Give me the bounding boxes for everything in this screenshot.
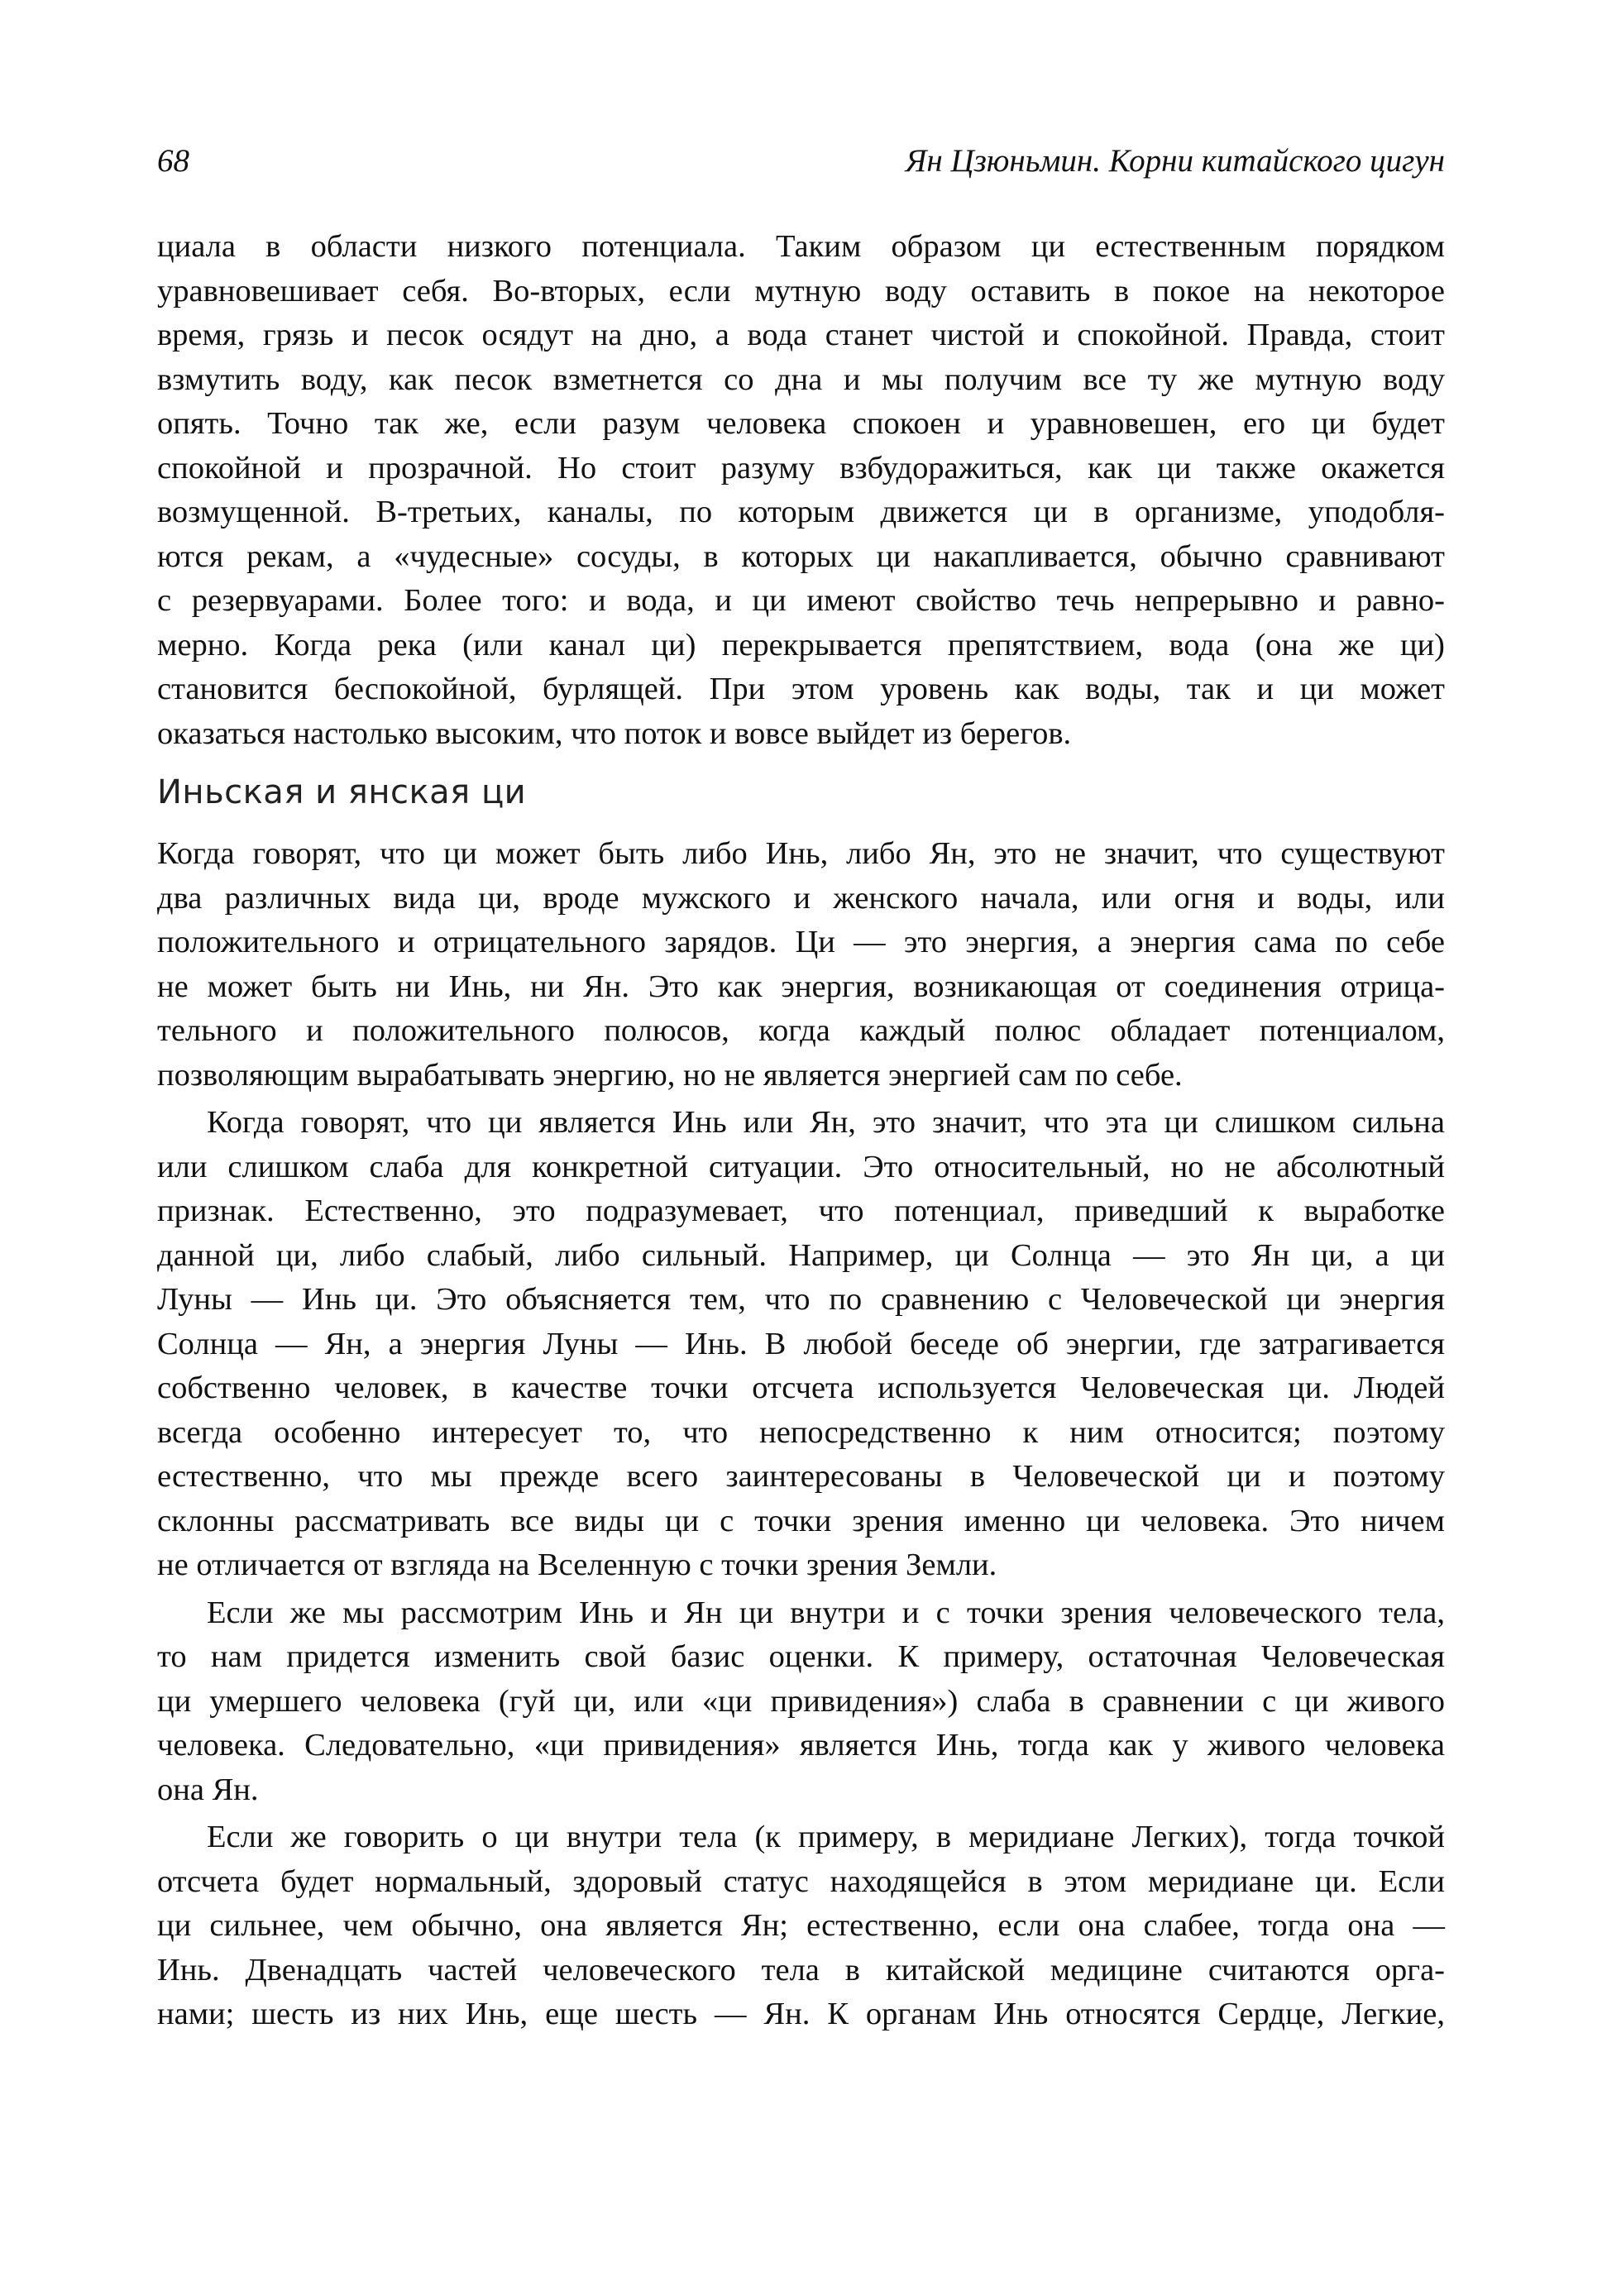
text-line: спокойной и прозрачной. Но стоит разуму взбудоражиться, как ци также окажется xyxy=(157,450,1445,486)
text-line: то нам придется изменить свой базис оценки. К примеру, остаточная Человеческая xyxy=(157,1639,1445,1674)
text-line: Луны — Инь ци. Это объясняется тем, что по сравнению с Человеческой ци энергия xyxy=(157,1282,1445,1317)
text-line: ци умершего человека (гуй ци, или «ци привидения») слаба в сравнении с ци живого xyxy=(157,1683,1445,1719)
text-line: отсчета будет нормальный, здоровый статус находящейся в этом меридиане ци. Если xyxy=(157,1863,1445,1899)
text-line: ци сильнее, чем обычно, она является Ян; естественно, если она слабее, тогда она — xyxy=(157,1908,1445,1943)
text-line: склонны рассматривать все виды ци с точки зрения именно ци человека. Это ничем xyxy=(157,1503,1445,1538)
text-line: человека. Следовательно, «ци привидения» является Инь, тогда как у живого человека xyxy=(157,1728,1445,1763)
text-line: Если же мы рассмотрим Инь и Ян ци внутри и с точки зрения человеческого тела, xyxy=(207,1595,1445,1630)
text-line: признак. Естественно, это подразумевает, что потенциал, приведший к выработке xyxy=(157,1193,1445,1228)
text-line: оказаться настолько высоким, что поток и вовсе выйдет из берегов. xyxy=(157,715,1072,751)
text-line: циала в области низкого потенциала. Таким образом ци естественным порядком xyxy=(157,229,1445,264)
text-line: с резервуарами. Более того: и вода, и ци имеют свойство течь непрерывно и равно- xyxy=(157,583,1445,618)
text-line: нами; шесть из них Инь, еще шесть — Ян. К органам Инь относятся Сердце, Легкие, xyxy=(157,1997,1445,2031)
paragraph-5 xyxy=(157,1815,1445,2037)
paragraph-3 xyxy=(157,1101,1445,1588)
text-line: позволяющим вырабатывать энергию, но не является энергией сам по себе. xyxy=(157,1057,1183,1093)
text-line: Когда говорят, что ци может быть либо Инь, либо Ян, это не значит, что существуют xyxy=(157,836,1445,871)
text-line: уравновешивает себя. Во-вторых, если мутную воду оставить в покое на некоторое xyxy=(157,273,1445,309)
text-line: Инь. Двенадцать частей человеческого тела в китайской медицине считаются орга- xyxy=(157,1952,1445,1987)
running-title: Ян Цзюньмин. Корни китайского цигун xyxy=(905,143,1445,179)
text-line: два различных вида ци, вроде мужского и женского начала, или огня и воды, или xyxy=(157,880,1445,916)
text-line: опять. Точно так же, если разум человека спокоен и уравновешен, его ци будет xyxy=(157,406,1445,441)
text-line: время, грязь и песок осядут на дно, а вода станет чистой и спокойной. Правда, стоит xyxy=(157,318,1445,352)
text-line: возмущенной. В-третьих, каналы, по которым движется ци в организме, уподобля- xyxy=(157,495,1445,529)
text-line: не отличается от взгляда на Вселенную с точки зрения Земли. xyxy=(157,1547,997,1582)
text-line: мерно. Когда река (или канал ци) перекрывается препятствием, вода (она же ци) xyxy=(157,627,1445,662)
text-line: положительного и отрицательного зарядов. Ци — это энергия, а энергия сама по себе xyxy=(157,925,1445,959)
text-line: Солнца — Ян, а энергия Луны — Инь. В любой беседе об энергии, где затрагивается xyxy=(157,1326,1445,1361)
text-line: взмутить воду, как песок взметнется со дна и мы получим все ту же мутную воду xyxy=(157,361,1445,397)
paragraph-1 xyxy=(157,225,1445,756)
text-line: Когда говорят, что ци является Инь или Ян, это значит, что эта ци слишком сильна xyxy=(207,1105,1445,1140)
text-line: естественно, что мы прежде всего заинтересованы в Человеческой ци и поэтому xyxy=(157,1459,1445,1494)
text-line: не может быть ни Инь, ни Ян. Это как энергия, возникающая от соединения отрица- xyxy=(157,969,1445,1004)
paragraph-4 xyxy=(157,1591,1445,1813)
text-line: становится беспокойной, бурлящей. При этом уровень как воды, так и ци может xyxy=(157,672,1445,706)
text-line: данной ци, либо слабый, либо сильный. Например, ци Солнца — это Ян ци, а ци xyxy=(157,1237,1445,1273)
text-line: она Ян. xyxy=(157,1772,259,1807)
page-body xyxy=(157,225,1445,2037)
text-line: Если же говорить о ци внутри тела (к примеру, в меридиане Легких), тогда точкой xyxy=(207,1820,1445,1854)
text-line: ются рекам, а «чудесные» сосуды, в которых ци накапливается, обычно сравнивают xyxy=(157,538,1445,574)
page-number: 68 xyxy=(157,143,189,179)
text-line: собственно человек, в качестве точки отсчета используется Человеческая ци. Людей xyxy=(157,1370,1445,1405)
text-line: всегда особенно интересует то, что непосредственно к ним относится; поэтому xyxy=(157,1414,1445,1450)
section-heading: Иньская и янская ци xyxy=(157,773,527,811)
paragraph-2 xyxy=(157,832,1445,1098)
text-line: или слишком слаба для конкретной ситуации. Это относительный, но не абсолютный xyxy=(157,1149,1445,1184)
running-head xyxy=(157,136,1445,186)
text-line: тельного и положительного полюсов, когда каждый полюс обладает потенциалом, xyxy=(157,1013,1445,1048)
